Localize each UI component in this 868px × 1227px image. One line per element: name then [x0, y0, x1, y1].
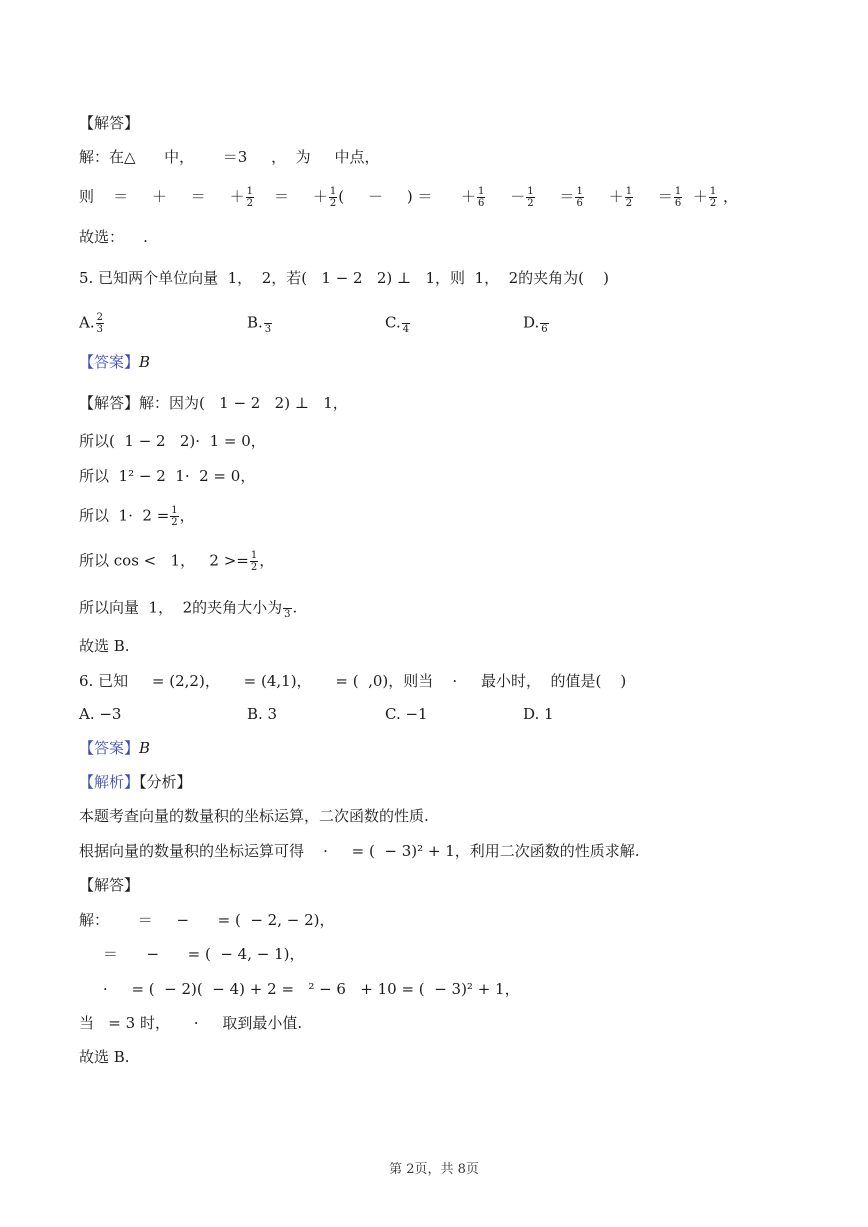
answer-tag: 【答案】 [79, 739, 140, 757]
fraction: 3 [264, 312, 272, 335]
jiexi-tag: 【解析】 [79, 773, 140, 791]
q6-step1: 解： ＝ − = ( − 2, − 2)， [79, 911, 335, 929]
fraction: 4 [402, 312, 410, 335]
q5-stem: 5. 已知两个单位向量 1， 2，若( 1 − 2 2) ⊥ 1，则 1， 2的夹角为( ) [79, 269, 609, 287]
text-run: 则 ＝ ＋ ＝ ＋ [79, 187, 245, 206]
q6-step2: ＝ − = ( − 4, − 1)， [79, 945, 305, 963]
text-run: － [486, 187, 526, 206]
q4-solution-line1: 解：在△ 中， ＝3 ， 为 中点， [79, 148, 380, 166]
q6-step4: 当 = 3 时， · 取到最小值. [79, 1014, 303, 1032]
fraction: $\frac{1}{6}$ [674, 186, 682, 209]
q5-step1: 所以( 1 − 2 2)· 1 = 0， [79, 432, 266, 450]
q5-jieda-line: 【解答】解：因为( 1 − 2 2) ⊥ 1， [79, 394, 348, 412]
fraction: $\frac{1}{6}$ [576, 186, 583, 209]
q6-option-d: D. 1 [523, 705, 554, 723]
q5-step2: 所以 1² − 2 1· 2 = 0， [79, 467, 256, 485]
q6-option-a: A. −3 [79, 705, 122, 723]
fraction: $\frac{1}{2}$ [329, 186, 337, 209]
answer-tag: 【答案】 [79, 353, 140, 371]
q4-solution-line2 [79, 186, 738, 209]
q4-choose-line: 故选： . [79, 228, 148, 246]
q5-option-b: B. 3 [247, 313, 272, 335]
fraction: $\frac{1}{2}$ [250, 550, 258, 573]
fraction: $\frac{1}{2}$ [625, 186, 633, 209]
fraction: $\frac{1}{2}$ [246, 186, 253, 209]
q6-step3: · = ( − 2)( − 4) + 2 = ² − 6 + 10 = ( − 3)² + 1， [79, 980, 520, 998]
q5-option-a: A. $\frac{2}{3}$ [79, 312, 103, 335]
q6-jieda-header: 【解答】 [79, 876, 140, 894]
q5-step3: 所以 1· 2 = $\frac{1}{2}$ ， [79, 505, 195, 528]
answer-value: B [139, 353, 151, 371]
q6-stem: 6. 已知 = (2,2)， = (4,1)， = ( ,0)，则当 · 最小时， 的值是( ) [79, 672, 627, 690]
q6-option-b: B. 3 [247, 705, 278, 723]
fraction: 6 [540, 312, 548, 335]
fraction: 3 [283, 597, 291, 620]
q5-step4: 所以 cos < 1， 2 >= $\frac{1}{2}$ ， [79, 550, 275, 573]
q6-analysis2: 根据向量的数量积的坐标运算可得 · = ( − 3)² + 1，利用二次函数的性质求解. [79, 842, 640, 860]
q6-jiexi-line [79, 772, 192, 792]
text-run: ， [718, 187, 738, 206]
fraction: $\frac{1}{2}$ [171, 505, 178, 528]
page-footer: 第 2页，共 8页 [389, 1162, 479, 1177]
text-run: ＝ ＋ [254, 187, 328, 206]
fraction: $\frac{2}{3}$ [96, 312, 103, 335]
q5-option-d: D. 6 [523, 313, 548, 335]
q6-option-c: C. −1 [385, 705, 428, 723]
jieda-header-q4: 【解答】 [79, 114, 140, 132]
q6-answer-line [79, 738, 150, 758]
text-run: ＝ [535, 187, 575, 206]
q6-analysis1: 本题考查向量的数量积的坐标运算，二次函数的性质. [79, 807, 429, 825]
text-run: ＋ [683, 187, 708, 206]
fenxi-tag: 【分析】 [139, 773, 192, 791]
text-run: ＝ [634, 187, 673, 206]
text-run: ＋ [584, 187, 624, 206]
fraction: $\frac{1}{6}$ [478, 186, 485, 209]
text-run: ( － ) ＝ ＋ [338, 187, 477, 206]
q5-choose-line: 故选 B. [79, 637, 130, 655]
answer-value: B [139, 739, 151, 757]
q5-answer-line [79, 352, 150, 372]
q5-step5: 所以向量 1， 2的夹角大小为 3 . [79, 598, 298, 620]
fraction: $\frac{1}{2}$ [709, 186, 717, 209]
q5-option-c: C. 4 [385, 313, 410, 335]
q6-choose-line: 故选 B. [79, 1048, 130, 1066]
fraction: $\frac{1}{2}$ [527, 186, 534, 209]
